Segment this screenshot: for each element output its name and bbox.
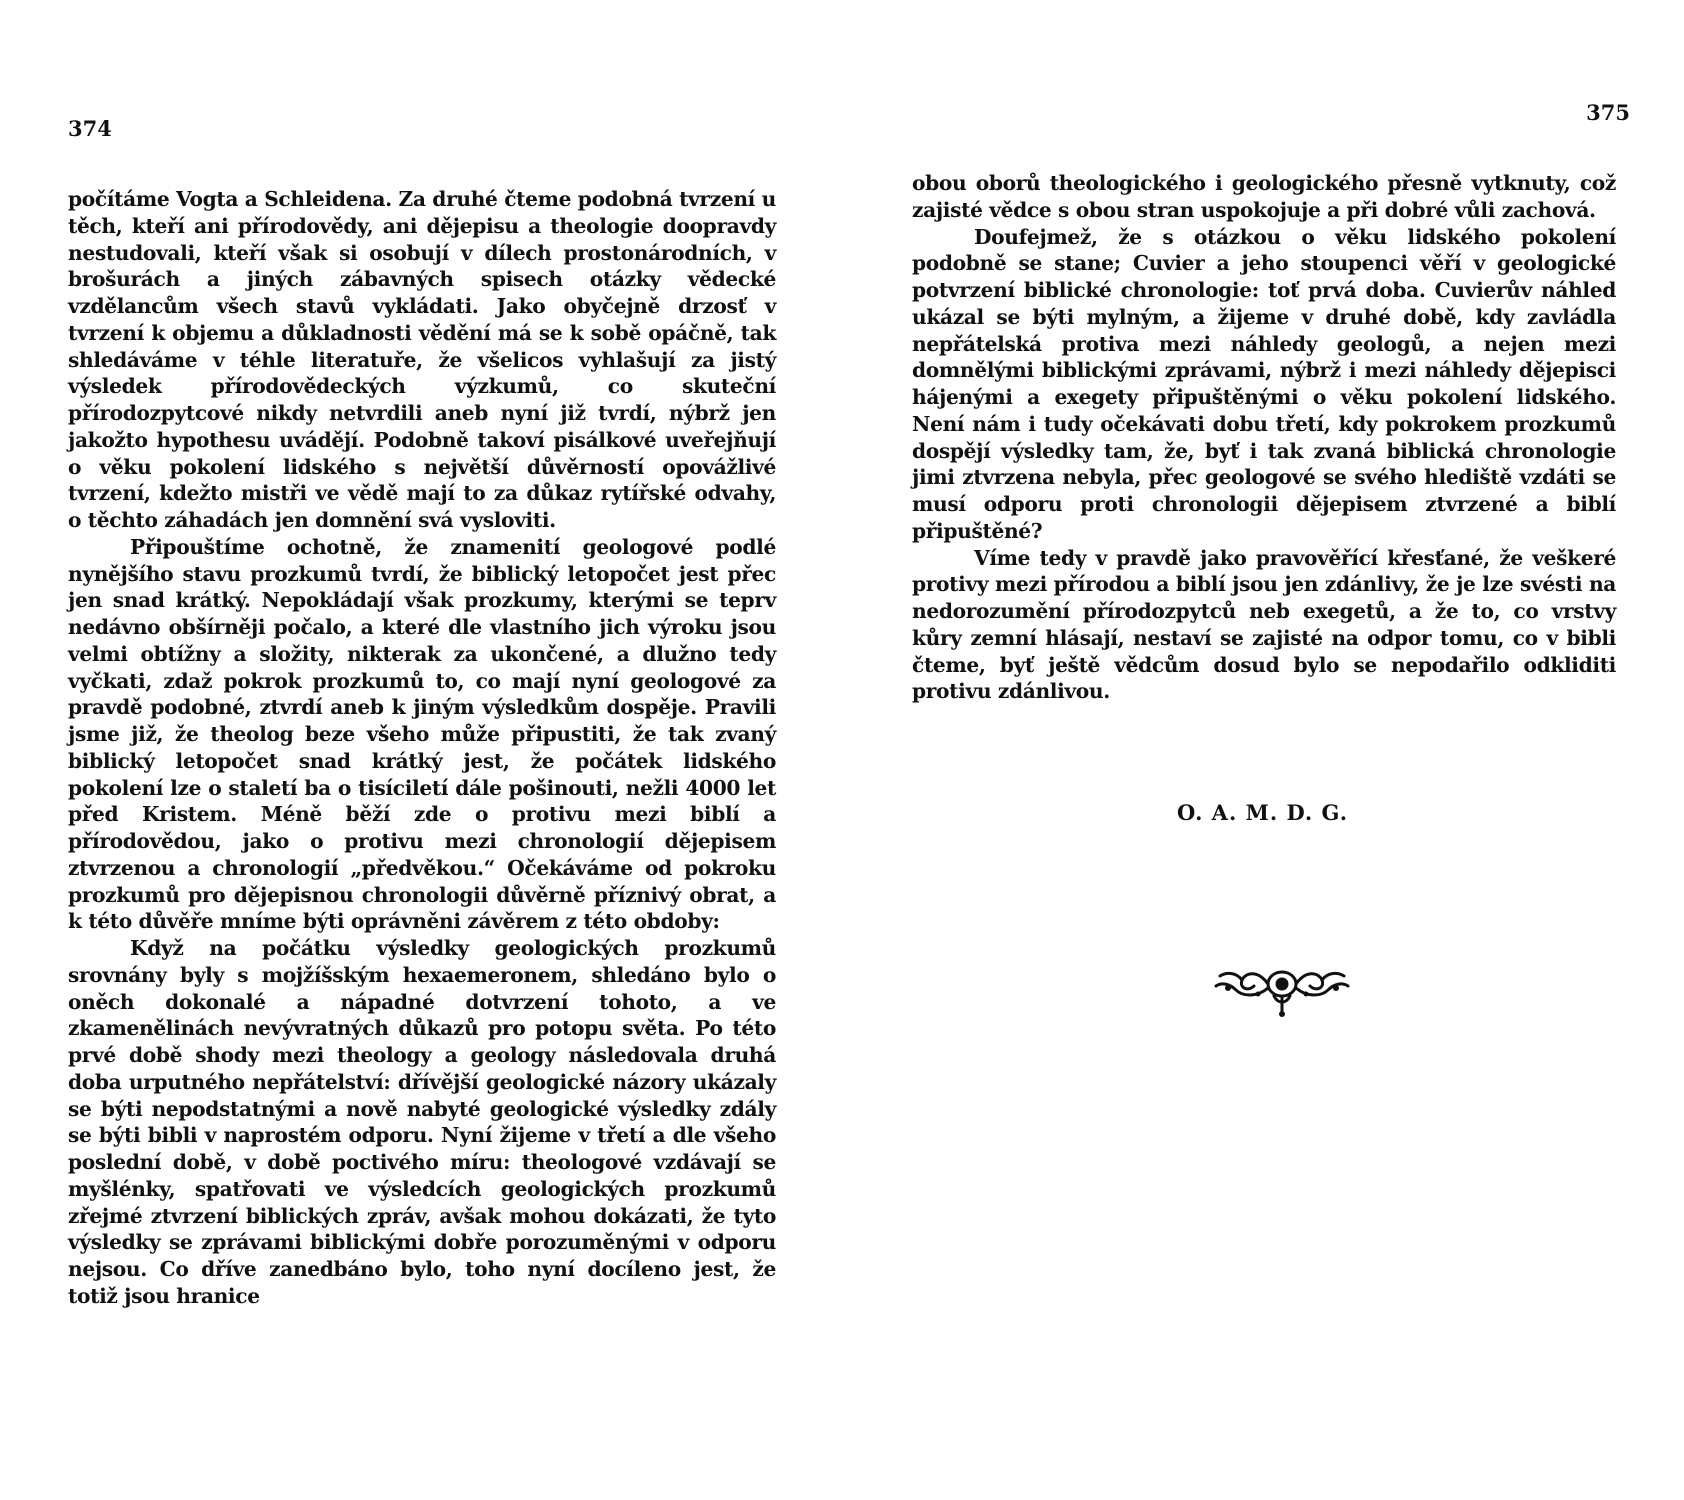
right-page-text [912, 170, 1616, 705]
paragraph: Doufejmež, že s otázkou o věku lidského pokolení podobně se stane; Cuvier a jeho stoupenci věří v geologické potvrzení biblické chronologie: toť prvá doba. Cuvierův náhled ukázal se býti mylným, a žijeme v druhé době, kdy zavládla nepřátelská protiva mezi náhledy geologů, a nejen mezi domnělými biblickými zprávami, nýbrž i mezi náhledy dějepisci hájenými a exegety připuštěnými o věku pokolení lidského. Není nám i tudy očekávati dobu třetí, kdy pokrokem prozkumů dospějí výsledky tam, že, byť i tak zvaná biblická chronologie jimi ztvrzena nebyla, přec geologové se svého hlediště vzdáti se musí odporu proti chronologii dějepisem ztvrzené a biblí připuštěné? [912, 224, 1616, 543]
paragraph: počítáme Vogta a Schleidena. Za druhé čteme podobná tvrzení u těch, kteří ani přírodovědy, ani dějepisu a theologie doopravdy nestudovali, kteří však si osobují v dílech prostonárodních, v brošurách a jiných zábavných spisech otázky vědecké vzdělancům všech stavů vykládati. Jako obyčejně drzosť v tvrzení k objemu a důkladnosti vědění má se k sobě opáčně, tak shledáváme v téhle literatuře, že všelicos vyhlašují za jistý výsledek přírodovědeckých výzkumů, co skuteční přírodozpytcové nikdy netvrdili aneb nyní již tvrdí, nýbrž jen jakožto hypothesu uvádějí. Podobně takoví pisálkové uveřejňují o věku pokolení lidského s největší důvěrností opovážlivé tvrzení, kdežto mistři ve vědě mají to za důkaz rytířské odvahy, o těchto záhadách jen domnění svá vysloviti. [68, 187, 776, 532]
right-page [842, 0, 1684, 1500]
left-page-text [68, 186, 776, 1310]
floral-vignette-icon [1212, 958, 1352, 1018]
paragraph: Připouštíme ochotně, že znamenití geologové podlé nynějšího stavu prozkumů tvrdí, že biblický letopočet jest přec jen snad krátký. Nepokládají však prozkumy, kterými se teprv nedávno obšírněji počalo, a které dle vlastního jich výroku jsou velmi obtížny a složity, nikterak za ukončené, a dlužno tedy vyčkati, zdaž pokrok prozkumů to, co mají nyní geologové za pravdě podobné, ztvrdí aneb k jiným výsledkům dospěje. Pravili jsme již, že theolog beze všeho může připustiti, že tak zvaný biblický letopočet snad krátký jest, že počátek lidského pokolení lze o staletí ba o tisíciletí dále pošinouti, nežli 4000 let před Kristem. Méně běží zde o protivu mezi biblí a přírodovědou, jako o protivu mezi chronologií dějepisem ztvrzenou a chronologií „předvěkou.“ Očekáváme od pokroku prozkumů pro dějepisnou chronologii důvěrně příznivý obrat, a k této důvěře mníme býti oprávněni závěrem z této obdoby: [68, 534, 776, 934]
paragraph: obou oborů theologického i geologického přesně vytknuty, což zajisté vědce s obou stran uspokojuje a při dobré vůli zachová. [912, 171, 1616, 222]
page-number-left: 374 [68, 116, 112, 141]
page-number-right: 375 [1586, 100, 1630, 125]
closing-motto: O. A. M. D. G. [1177, 800, 1349, 825]
paragraph: Víme tedy v pravdě jako pravověřící křesťané, že veškeré protivy mezi přírodou a biblí jsou jen zdánlivy, že je lze svésti na nedorozumění přírodozpytců neb exegetů, a že to, co vrstvy kůry zemní hlásají, nestaví se zajisté na odpor tomu, co v bibli čteme, byť ještě vědcům dosud bylo se nepodařilo odkliditi protivu zdánlivou. [912, 545, 1616, 704]
paragraph: Když na počátku výsledky geologických prozkumů srovnány byly s mojžíšským hexaemeronem, shledáno bylo o oněch dokonalé a nápadné dotvrzení tohoto, a ve zkamenělinách nevývratných důkazů pro potopu světa. Po této prvé době shody mezi theology a geology následovala druhá doba urputného nepřátelství: dřívější geologické názory ukázaly se býti nepodstatnými a nově nabyté geologické výsledky zdály se býti bibli v naprostém odporu. Nyní žijeme v třetí a dle všeho poslední době, v době poctivého míru: theologové vzdávají se myšlénky, spatřovati ve výsledcích geologických prozkumů zřejmé ztvrzení biblických zpráv, avšak mohou dokázati, že tyto výsledky se zprávami biblickými dobře porozuměnými v odporu nejsou. Co dříve zanedbáno bylo, toho nyní docíleno jest, že totiž jsou hranice [68, 936, 776, 1308]
